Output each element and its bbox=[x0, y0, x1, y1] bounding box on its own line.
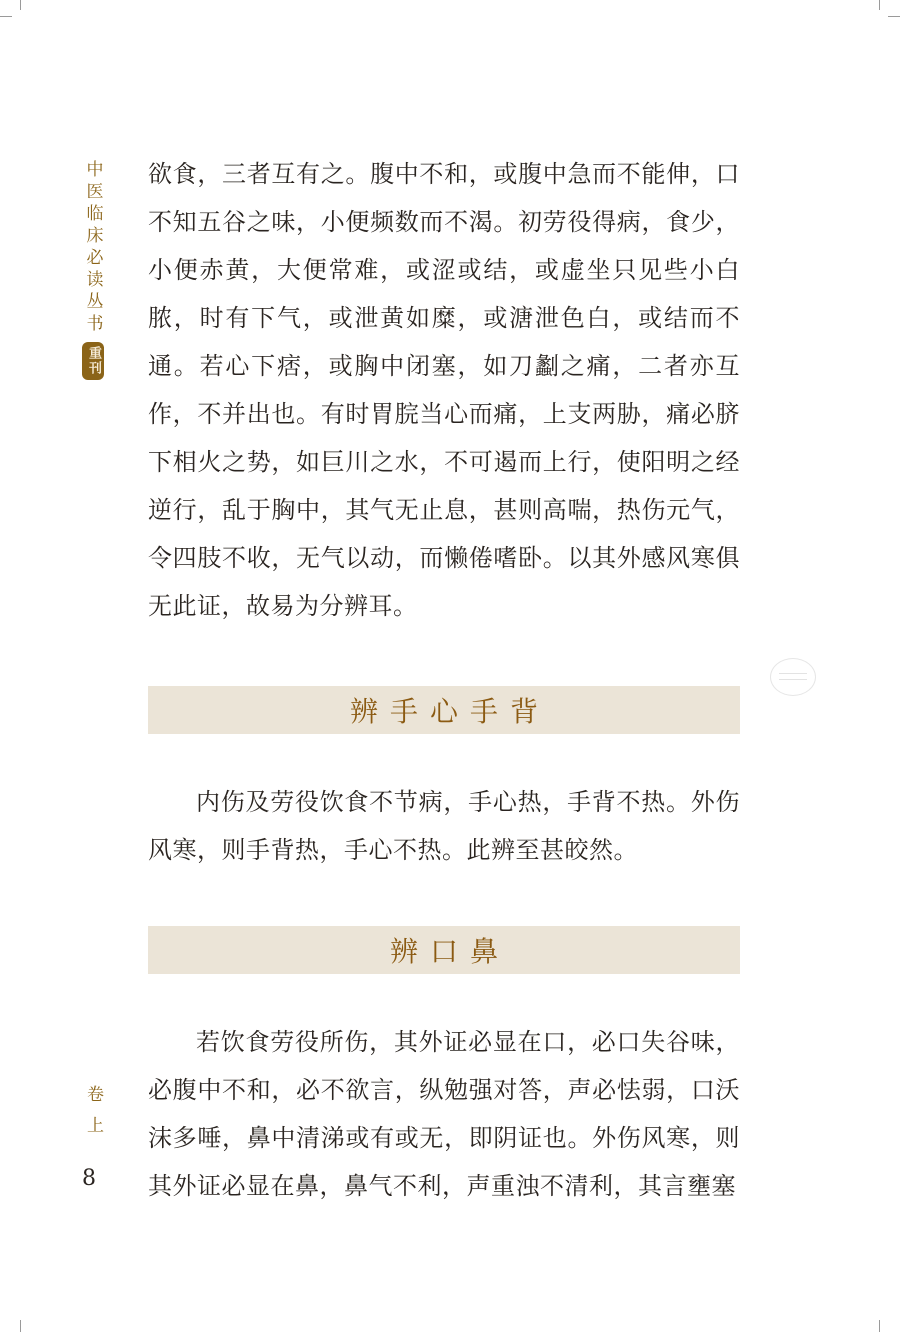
paragraph-hand: 内伤及劳役饮食不节病，手心热，手背不热。外伤风寒，则手背热，手心不热。此辨至甚皎然。 bbox=[148, 788, 740, 864]
paragraph-continuation: 欲食，三者互有之。腹中不和，或腹中急而不能伸，口不知五谷之味，小便频数而不渴。初劳役得病，食少，小便赤黄，大便常难，或涩或结，或虚坐只见些小白脓，时有下气，或泄黄如糜，或溏泄色白，或结而不通。若心下痞，或胸中闭塞，如刀劙之痛，二者亦互作，不并出也。有时胃脘当心而痛，上支两胁，痛必脐下相火之势，如巨川之水，不可遏而上行，使阳明之经逆行，乱于胸中，其气无止息，甚则高喘，热伤元气，令四肢不收，无气以动，而懒倦嗜卧。以其外感风寒俱无此证，故易为分辨耳。 bbox=[148, 160, 740, 620]
section-heading-text: 辨手心手背 bbox=[349, 695, 550, 728]
volume-marker: 卷上 bbox=[83, 1085, 103, 1147]
series-title: 中医临床必读丛书 bbox=[82, 160, 103, 336]
section-heading-text: 辨口鼻 bbox=[389, 935, 510, 968]
crop-mark-top-right-horizontal bbox=[888, 16, 900, 17]
crop-mark-top-left-horizontal bbox=[0, 16, 12, 17]
paragraph-mouth-nose: 若饮食劳役所伤，其外证必显在口，必口失谷味，必腹中不和，必不欲言，纵勉强对答，声必怯弱，口沃沫多唾，鼻中清涕或有或无，即阴证也。外伤风寒，则其外证必显在鼻，鼻气不利，声重浊不清利，其言壅塞 bbox=[148, 1028, 740, 1200]
crop-mark-top-right-vertical bbox=[879, 0, 880, 10]
seal-stamp: 重刊 bbox=[82, 342, 104, 380]
crop-mark-bottom-right bbox=[879, 1320, 880, 1332]
section-heading-mouth-nose bbox=[148, 926, 740, 974]
crop-mark-bottom-left bbox=[20, 1320, 21, 1332]
publisher-logo-watermark-icon bbox=[770, 658, 816, 696]
crop-mark-top-left-vertical bbox=[20, 0, 21, 10]
section-heading-hand bbox=[148, 686, 740, 734]
series-title-column bbox=[80, 160, 106, 380]
page-number: 8 bbox=[82, 1166, 96, 1191]
